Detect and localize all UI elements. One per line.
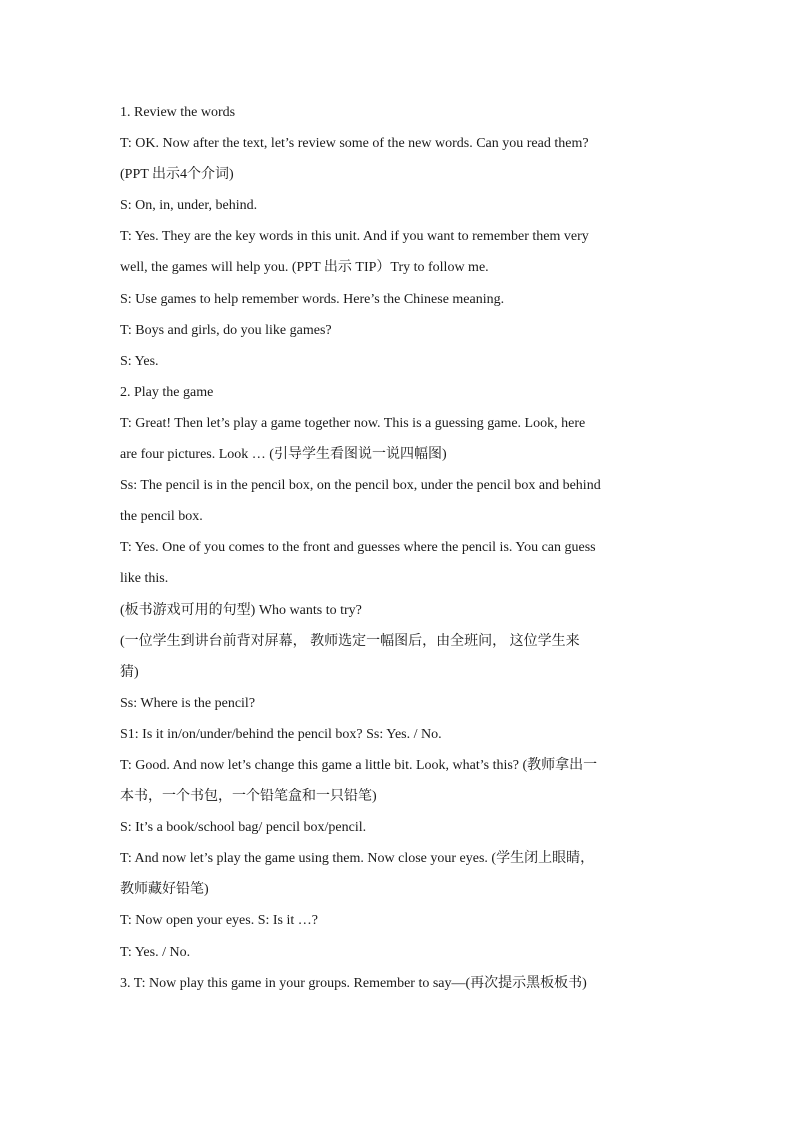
text-line: S1: Is it in/on/under/behind the pencil box? Ss: Yes. / No. xyxy=(120,726,442,742)
text-line: 教师藏好铅笔) xyxy=(120,882,209,898)
text-line: T: Good. And now let’s change this game a little bit. Look, what’s this? (教师拿出一 xyxy=(120,757,598,773)
section-heading-play: 2. Play the game xyxy=(120,384,214,400)
text-line: T: Now open your eyes. S: Is it …? xyxy=(120,913,318,929)
section-heading-group-game: 3. T: Now play this game in your groups. Remember to say—(再次提示黑板板书) xyxy=(120,975,587,991)
text-line: T: Boys and girls, do you like games? xyxy=(120,322,332,338)
text-line: 猜) xyxy=(120,664,139,680)
text-line: S: Yes. xyxy=(120,353,159,369)
text-line: like this. xyxy=(120,571,169,587)
text-line: S: Use games to help remember words. Here’s the Chinese meaning. xyxy=(120,291,505,307)
text-line: 本书，一个书包，一个铅笔盒和一只铅笔) xyxy=(120,789,377,805)
text-line: Ss: The pencil is in the pencil box, on the pencil box, under the pencil box and behind xyxy=(120,478,601,494)
text-line: (PPT 出示4个介词) xyxy=(120,167,234,183)
text-line: T: OK. Now after the text, let’s review some of the new words. Can you read them? xyxy=(120,136,589,152)
text-line: Ss: Where is the pencil? xyxy=(120,695,256,711)
text-line: the pencil box. xyxy=(120,509,203,525)
text-line: T: Yes. / No. xyxy=(120,944,191,960)
text-line: S: On, in, under, behind. xyxy=(120,198,258,214)
text-line: T: Yes. They are the key words in this unit. And if you want to remember them very xyxy=(120,229,589,245)
text-line: are four pictures. Look … (引导学生看图说一说四幅图) xyxy=(120,447,447,463)
lesson-plan-text xyxy=(120,97,680,999)
text-line: T: Yes. One of you comes to the front and guesses where the pencil is. You can guess xyxy=(120,540,596,556)
section-heading-review: 1. Review the words xyxy=(120,105,236,120)
text-line: T: And now let’s play the game using them. Now close your eyes. (学生闭上眼睛， xyxy=(120,851,595,867)
text-line: T: Great! Then let’s play a game together now. This is a guessing game. Look, here xyxy=(120,415,586,431)
text-line: (一位学生到讲台前背对屏幕， 教师选定一幅图后，由全班问， 这位学生来 xyxy=(120,633,580,649)
text-line: S: It’s a book/school bag/ pencil box/pencil. xyxy=(120,820,367,836)
text-line: (板书游戏可用的句型) Who wants to try? xyxy=(120,602,362,618)
text-line: well, the games will help you. (PPT 出示 TIP）Try to follow me. xyxy=(120,260,489,276)
